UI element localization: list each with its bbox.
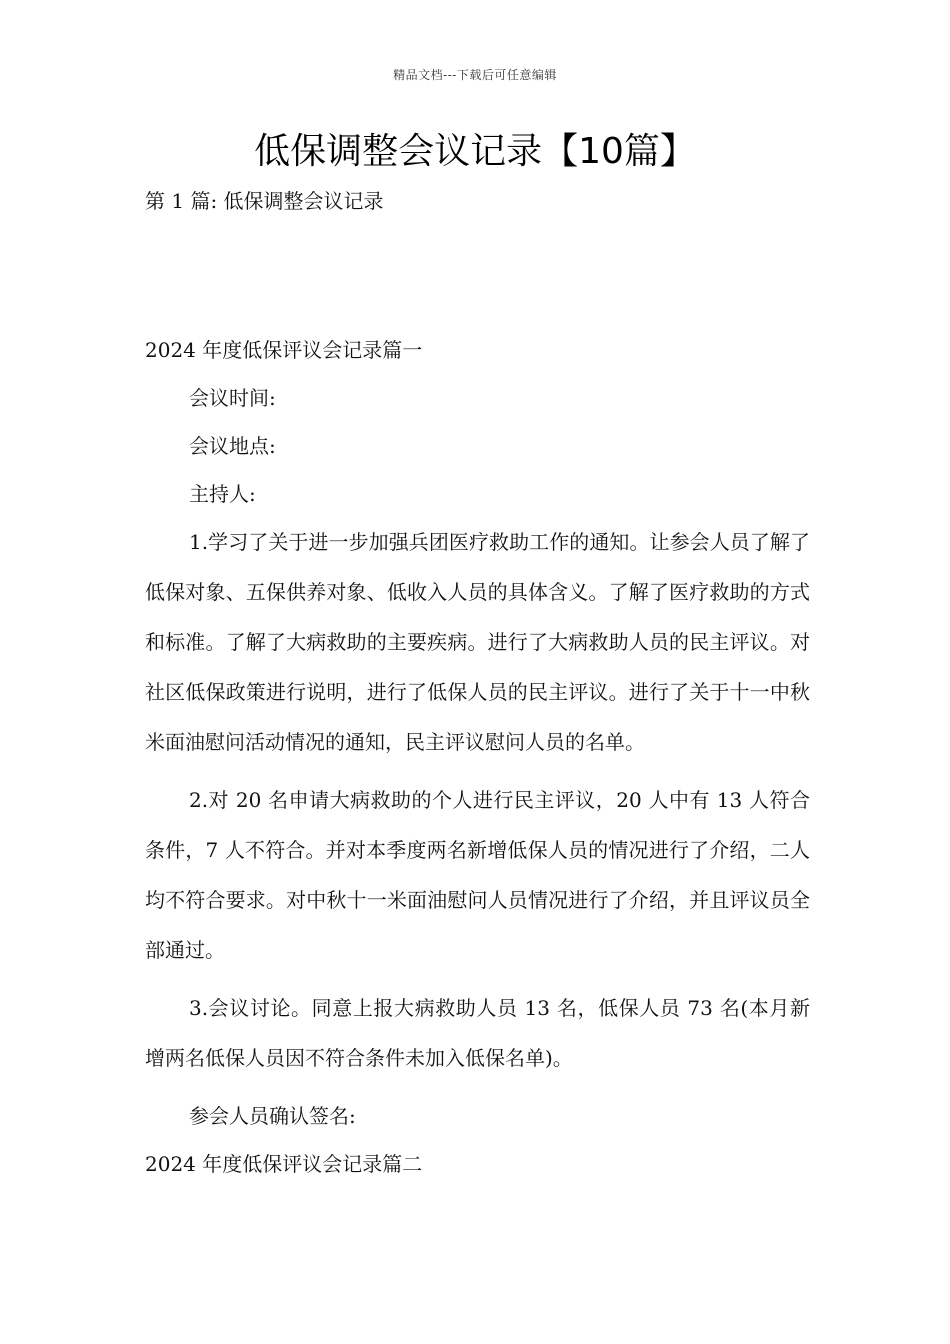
signature-label: 参会人员确认签名: xyxy=(189,1104,356,1128)
document-subtitle: 第 1 篇: 低保调整会议记录 xyxy=(145,189,384,213)
document-title: 低保调整会议记录【10篇】 xyxy=(254,131,696,172)
meeting-time-label: 会议时间: xyxy=(189,386,276,410)
meeting-place-label: 会议地点: xyxy=(189,434,276,458)
minutes-item-1: 1.学习了关于进一步加强兵团医疗救助工作的通知。让参会人员了解了低保对象、五保供养对象、低收入人员的具体含义。了解了医疗救助的方式和标准。了解了大病救助的主要疾病。进行了大病救助人员的民主评议。对社区低保政策进行说明，进行了低保人员的民主评议。进行了关于十一中秋米面油慰问活动情况的通知，民主评议慰问人员的名单。 xyxy=(145,530,810,754)
header-watermark: 精品文档---下载后可任意编辑 xyxy=(393,68,557,82)
minutes-item-2: 2.对 20 名申请大病救助的个人进行民主评议，20 人中有 13 人符合条件，7 人不符合。并对本季度两名新增低保人员的情况进行了介绍，二人均不符合要求。对中秋十一米面油慰问人员情况进行了介绍，并且评议员全部通过。 xyxy=(145,788,810,962)
host-label: 主持人: xyxy=(189,482,256,506)
section-two-heading: 2024 年度低保评议会记录篇二 xyxy=(145,1152,423,1176)
document-body xyxy=(145,335,810,1179)
minutes-item-3: 3.会议讨论。同意上报大病救助人员 13 名，低保人员 73 名(本月新增两名低保人员因不符合条件未加入低保名单)。 xyxy=(145,996,810,1070)
section-one-heading: 2024 年度低保评议会记录篇一 xyxy=(145,338,423,362)
